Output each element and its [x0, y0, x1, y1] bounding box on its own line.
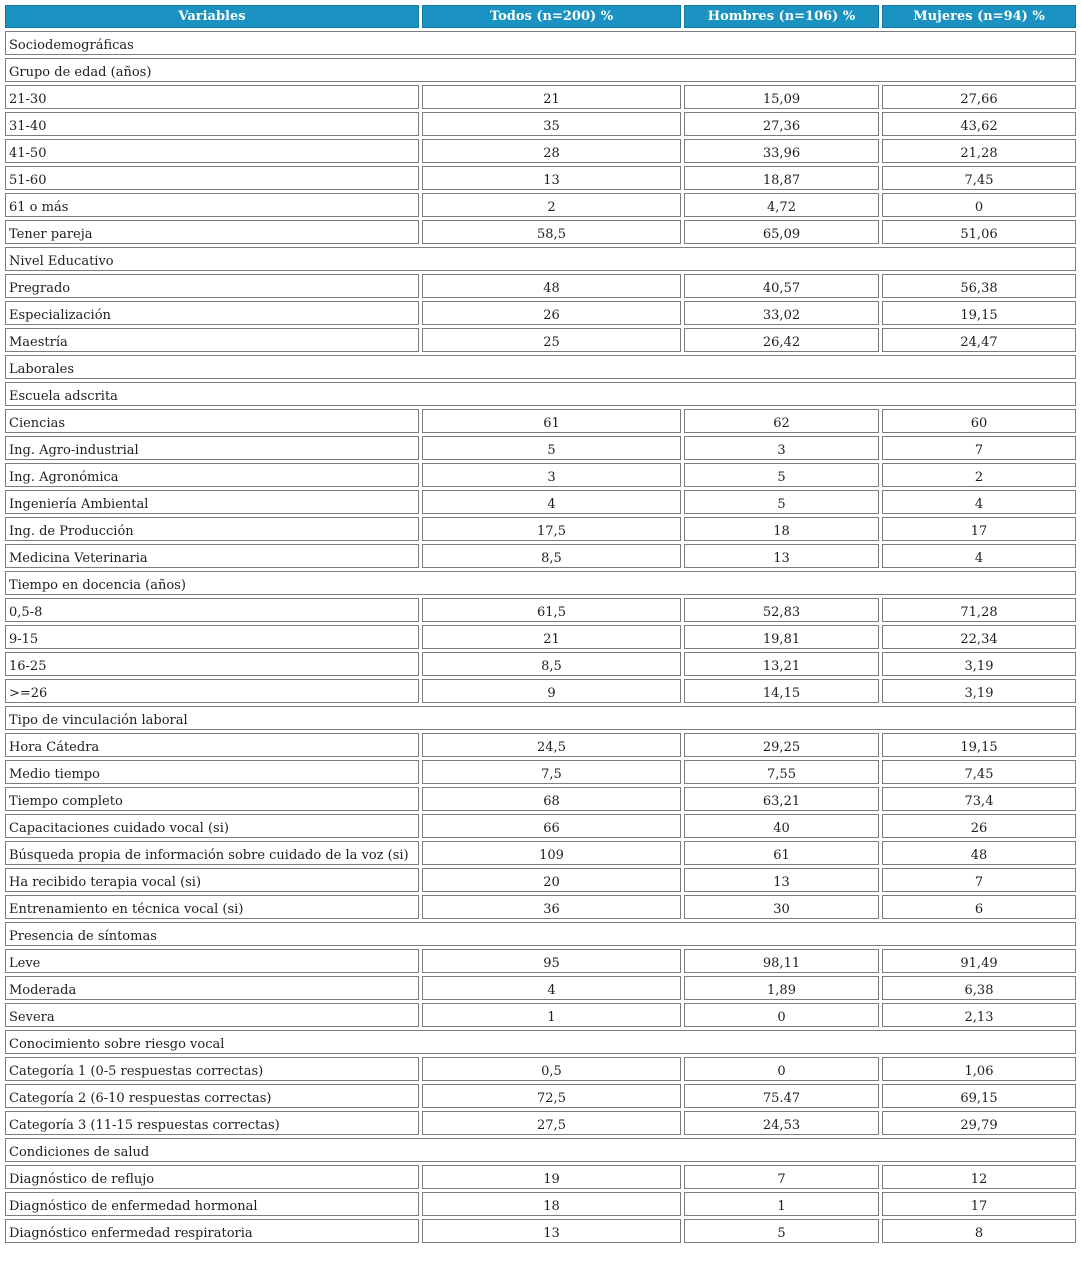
mujeres-value: 48	[882, 841, 1076, 865]
section-label: Tipo de vinculación laboral	[5, 706, 1076, 730]
table-row	[5, 733, 1076, 757]
table-row	[5, 328, 1076, 352]
mujeres-value: 0	[882, 193, 1076, 217]
hombres-value: 26,42	[684, 328, 879, 352]
row-label: Maestría	[5, 328, 419, 352]
row-label: Ingeniería Ambiental	[5, 490, 419, 514]
mujeres-value: 8	[882, 1219, 1076, 1243]
todos-value: 21	[422, 625, 681, 649]
hombres-value: 1,89	[684, 976, 879, 1000]
todos-value: 20	[422, 868, 681, 892]
table-row	[5, 1084, 1076, 1108]
row-label: 31-40	[5, 112, 419, 136]
data-table	[2, 2, 1079, 1246]
table-row	[5, 139, 1076, 163]
section-label: Tiempo en docencia (años)	[5, 571, 1076, 595]
table-row	[5, 895, 1076, 919]
mujeres-value: 7	[882, 868, 1076, 892]
table-row	[5, 166, 1076, 190]
table-row	[5, 949, 1076, 973]
row-label: Severa	[5, 1003, 419, 1027]
row-label: Especialización	[5, 301, 419, 325]
hombres-value: 5	[684, 1219, 879, 1243]
mujeres-value: 71,28	[882, 598, 1076, 622]
table-row	[5, 1003, 1076, 1027]
row-label: Diagnóstico enfermedad respiratoria	[5, 1219, 419, 1243]
mujeres-value: 7	[882, 436, 1076, 460]
todos-value: 36	[422, 895, 681, 919]
table-row	[5, 1219, 1076, 1243]
row-label: 0,5-8	[5, 598, 419, 622]
row-label: Tiempo completo	[5, 787, 419, 811]
row-label: Medicina Veterinaria	[5, 544, 419, 568]
table-row	[5, 112, 1076, 136]
table-body	[5, 31, 1076, 1243]
hombres-value: 98,11	[684, 949, 879, 973]
todos-value: 72,5	[422, 1084, 681, 1108]
row-label: Búsqueda propia de información sobre cuidado de la voz (si)	[5, 841, 419, 865]
row-label: Ing. de Producción	[5, 517, 419, 541]
row-label: Diagnóstico de reflujo	[5, 1165, 419, 1189]
section-row	[5, 1030, 1076, 1054]
row-label: Capacitaciones cuidado vocal (si)	[5, 814, 419, 838]
hombres-value: 33,96	[684, 139, 879, 163]
mujeres-value: 29,79	[882, 1111, 1076, 1135]
mujeres-value: 51,06	[882, 220, 1076, 244]
table-row	[5, 301, 1076, 325]
hombres-value: 30	[684, 895, 879, 919]
row-label: 9-15	[5, 625, 419, 649]
section-label: Condiciones de salud	[5, 1138, 1076, 1162]
section-label: Laborales	[5, 355, 1076, 379]
todos-value: 48	[422, 274, 681, 298]
row-label: Categoría 3 (11-15 respuestas correctas)	[5, 1111, 419, 1135]
table-row	[5, 679, 1076, 703]
section-row	[5, 247, 1076, 271]
hombres-value: 13	[684, 544, 879, 568]
mujeres-value: 6	[882, 895, 1076, 919]
row-label: Moderada	[5, 976, 419, 1000]
todos-value: 0,5	[422, 1057, 681, 1081]
mujeres-value: 27,66	[882, 85, 1076, 109]
todos-value: 95	[422, 949, 681, 973]
todos-value: 24,5	[422, 733, 681, 757]
row-label: Ha recibido terapia vocal (si)	[5, 868, 419, 892]
todos-value: 17,5	[422, 517, 681, 541]
table-row	[5, 85, 1076, 109]
mujeres-value: 73,4	[882, 787, 1076, 811]
header-todos: Todos (n=200) %	[422, 5, 681, 28]
row-label: 61 o más	[5, 193, 419, 217]
todos-value: 4	[422, 490, 681, 514]
header-variables: Variables	[5, 5, 419, 28]
table-row	[5, 1192, 1076, 1216]
row-label: Medio tiempo	[5, 760, 419, 784]
header-mujeres: Mujeres (n=94) %	[882, 5, 1076, 28]
row-label: 41-50	[5, 139, 419, 163]
todos-value: 3	[422, 463, 681, 487]
hombres-value: 3	[684, 436, 879, 460]
todos-value: 109	[422, 841, 681, 865]
mujeres-value: 3,19	[882, 679, 1076, 703]
todos-value: 68	[422, 787, 681, 811]
row-label: 21-30	[5, 85, 419, 109]
todos-value: 9	[422, 679, 681, 703]
table-row	[5, 976, 1076, 1000]
hombres-value: 27,36	[684, 112, 879, 136]
mujeres-value: 24,47	[882, 328, 1076, 352]
mujeres-value: 3,19	[882, 652, 1076, 676]
hombres-value: 4,72	[684, 193, 879, 217]
table-row	[5, 868, 1076, 892]
section-row	[5, 355, 1076, 379]
hombres-value: 63,21	[684, 787, 879, 811]
header-row	[5, 5, 1076, 28]
table-row	[5, 1165, 1076, 1189]
table-row	[5, 787, 1076, 811]
table-row	[5, 1057, 1076, 1081]
table-row	[5, 1111, 1076, 1135]
mujeres-value: 91,49	[882, 949, 1076, 973]
hombres-value: 1	[684, 1192, 879, 1216]
section-label: Presencia de síntomas	[5, 922, 1076, 946]
row-label: Ing. Agro-industrial	[5, 436, 419, 460]
header-hombres: Hombres (n=106) %	[684, 5, 879, 28]
mujeres-value: 22,34	[882, 625, 1076, 649]
todos-value: 61	[422, 409, 681, 433]
todos-value: 21	[422, 85, 681, 109]
hombres-value: 18,87	[684, 166, 879, 190]
hombres-value: 62	[684, 409, 879, 433]
table-row	[5, 220, 1076, 244]
hombres-value: 33,02	[684, 301, 879, 325]
hombres-value: 14,15	[684, 679, 879, 703]
table-row	[5, 193, 1076, 217]
todos-value: 28	[422, 139, 681, 163]
hombres-value: 19,81	[684, 625, 879, 649]
section-row	[5, 922, 1076, 946]
section-row	[5, 1138, 1076, 1162]
mujeres-value: 2,13	[882, 1003, 1076, 1027]
section-row	[5, 571, 1076, 595]
hombres-value: 0	[684, 1003, 879, 1027]
row-label: 51-60	[5, 166, 419, 190]
hombres-value: 13,21	[684, 652, 879, 676]
table-row	[5, 544, 1076, 568]
row-label: Ing. Agronómica	[5, 463, 419, 487]
todos-value: 8,5	[422, 652, 681, 676]
mujeres-value: 19,15	[882, 733, 1076, 757]
hombres-value: 7	[684, 1165, 879, 1189]
mujeres-value: 4	[882, 490, 1076, 514]
table-row	[5, 760, 1076, 784]
section-label: Nivel Educativo	[5, 247, 1076, 271]
section-row	[5, 706, 1076, 730]
mujeres-value: 26	[882, 814, 1076, 838]
mujeres-value: 21,28	[882, 139, 1076, 163]
todos-value: 8,5	[422, 544, 681, 568]
mujeres-value: 17	[882, 517, 1076, 541]
section-row	[5, 382, 1076, 406]
hombres-value: 40,57	[684, 274, 879, 298]
hombres-value: 5	[684, 463, 879, 487]
table-row	[5, 625, 1076, 649]
mujeres-value: 1,06	[882, 1057, 1076, 1081]
todos-value: 61,5	[422, 598, 681, 622]
row-label: Entrenamiento en técnica vocal (si)	[5, 895, 419, 919]
todos-value: 2	[422, 193, 681, 217]
todos-value: 19	[422, 1165, 681, 1189]
hombres-value: 7,55	[684, 760, 879, 784]
table-row	[5, 490, 1076, 514]
section-label: Sociodemográficas	[5, 31, 1076, 55]
mujeres-value: 7,45	[882, 760, 1076, 784]
mujeres-value: 69,15	[882, 1084, 1076, 1108]
row-label: Categoría 1 (0-5 respuestas correctas)	[5, 1057, 419, 1081]
mujeres-value: 4	[882, 544, 1076, 568]
todos-value: 66	[422, 814, 681, 838]
hombres-value: 0	[684, 1057, 879, 1081]
todos-value: 5	[422, 436, 681, 460]
table-row	[5, 463, 1076, 487]
hombres-value: 61	[684, 841, 879, 865]
section-label: Conocimiento sobre riesgo vocal	[5, 1030, 1076, 1054]
table-row	[5, 436, 1076, 460]
row-label: Tener pareja	[5, 220, 419, 244]
mujeres-value: 2	[882, 463, 1076, 487]
todos-value: 4	[422, 976, 681, 1000]
section-row	[5, 31, 1076, 55]
hombres-value: 24,53	[684, 1111, 879, 1135]
todos-value: 26	[422, 301, 681, 325]
table-row	[5, 409, 1076, 433]
mujeres-value: 7,45	[882, 166, 1076, 190]
mujeres-value: 19,15	[882, 301, 1076, 325]
mujeres-value: 60	[882, 409, 1076, 433]
mujeres-value: 43,62	[882, 112, 1076, 136]
mujeres-value: 12	[882, 1165, 1076, 1189]
todos-value: 25	[422, 328, 681, 352]
row-label: Leve	[5, 949, 419, 973]
section-label: Grupo de edad (años)	[5, 58, 1076, 82]
hombres-value: 40	[684, 814, 879, 838]
todos-value: 18	[422, 1192, 681, 1216]
hombres-value: 52,83	[684, 598, 879, 622]
hombres-value: 15,09	[684, 85, 879, 109]
section-row	[5, 58, 1076, 82]
row-label: Ciencias	[5, 409, 419, 433]
table-header	[5, 5, 1076, 28]
row-label: >=26	[5, 679, 419, 703]
row-label: Hora Cátedra	[5, 733, 419, 757]
todos-value: 35	[422, 112, 681, 136]
row-label: Pregrado	[5, 274, 419, 298]
mujeres-value: 17	[882, 1192, 1076, 1216]
table-row	[5, 598, 1076, 622]
row-label: Diagnóstico de enfermedad hormonal	[5, 1192, 419, 1216]
table-row	[5, 652, 1076, 676]
hombres-value: 65,09	[684, 220, 879, 244]
hombres-value: 75.47	[684, 1084, 879, 1108]
todos-value: 13	[422, 166, 681, 190]
table-row	[5, 274, 1076, 298]
row-label: Categoría 2 (6-10 respuestas correctas)	[5, 1084, 419, 1108]
todos-value: 27,5	[422, 1111, 681, 1135]
mujeres-value: 56,38	[882, 274, 1076, 298]
hombres-value: 18	[684, 517, 879, 541]
section-label: Escuela adscrita	[5, 382, 1076, 406]
todos-value: 1	[422, 1003, 681, 1027]
row-label: 16-25	[5, 652, 419, 676]
hombres-value: 29,25	[684, 733, 879, 757]
hombres-value: 5	[684, 490, 879, 514]
todos-value: 58,5	[422, 220, 681, 244]
hombres-value: 13	[684, 868, 879, 892]
todos-value: 7,5	[422, 760, 681, 784]
todos-value: 13	[422, 1219, 681, 1243]
table-row	[5, 517, 1076, 541]
table-row	[5, 814, 1076, 838]
table-row	[5, 841, 1076, 865]
mujeres-value: 6,38	[882, 976, 1076, 1000]
